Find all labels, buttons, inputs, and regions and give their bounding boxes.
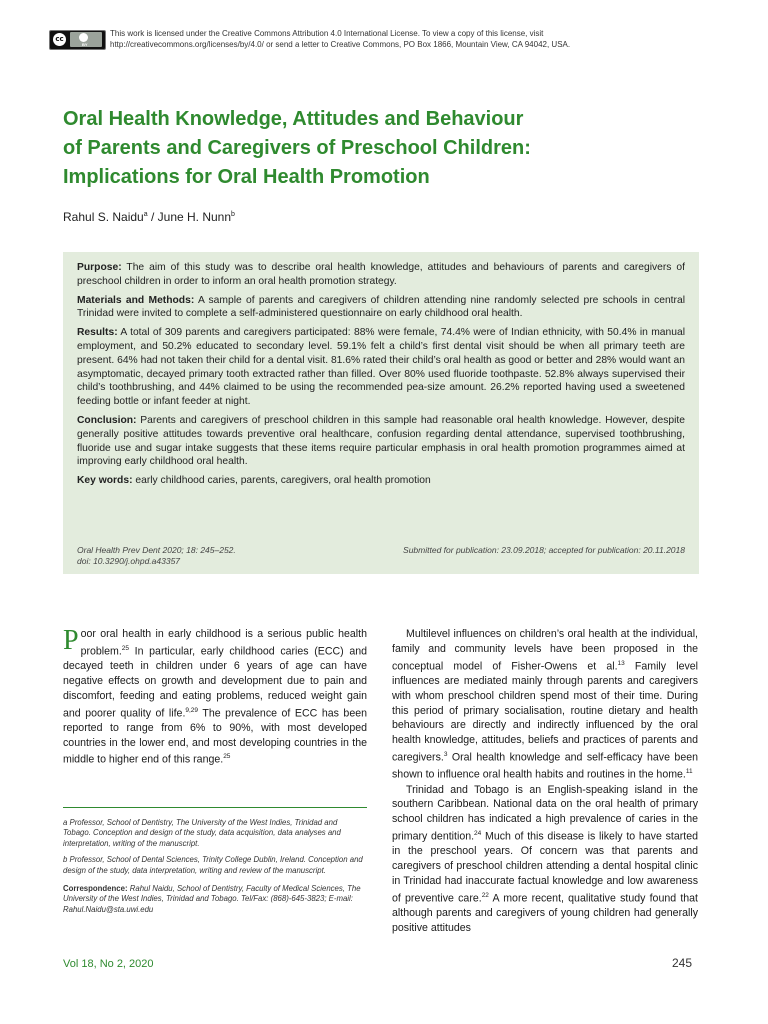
author-1-name: Rahul S. Naidu (63, 210, 144, 224)
purpose-text: The aim of this study was to describe oral health knowledge, attitudes and behaviours of parents and caregivers of preschool children in order to inform an oral health promotion strategy. (77, 262, 685, 287)
journal-citation (77, 545, 236, 567)
abstract-box (63, 252, 699, 574)
person-icon (79, 33, 88, 42)
article-title (63, 105, 683, 192)
body-column-left (63, 627, 367, 768)
para3-text-1: Trinidad and Tobago is an English-speaking island in the southern Caribbean. National data on the oral health of primary school children has indicated a high prevalence of caries in the primary dentition. (392, 783, 698, 843)
footnote-a: a Professor, School of Dentistry, The University of the West Indies, Trinidad and Tobago. Conception and design of the study, data acquisition, data analyses and interpretation, writing of the manuscript. (63, 818, 341, 848)
cc-icon: cc (53, 33, 66, 46)
methods-text: A sample of parents and caregivers of children attending nine randomly selected pre schools in central Trinidad were invited to complete a self-administered questionnaire on early childhood oral health. (77, 294, 685, 320)
keywords-label: Key words: (77, 475, 133, 487)
keywords-text: early childhood caries, parents, caregivers, oral health promotion (132, 475, 431, 487)
cc-by-license-badge (49, 30, 106, 50)
para2-text-1: Multilevel influences on children’s oral health at the individual, family and community levels have been proposed in the conceptual model of Fisher-Owens et al. (392, 628, 698, 673)
license-line-1: This work is licensed under the Creative Commons Attribution 4.0 International License. To view a copy of this license, visit (110, 29, 544, 38)
intro-text-2: In particular, early childhood caries (ECC) and decayed teeth in children under 6 years of age can have negative effects on growth and development due to pain and discomfort, feeding and eating problems, reduced weight gain and poorer quality of life. (63, 645, 367, 720)
abstract-purpose (77, 261, 685, 289)
footnotes (63, 818, 367, 915)
methods-label: Materials and Methods: (77, 294, 195, 306)
by-label: BY (82, 42, 88, 47)
results-text: A total of 309 parents and caregivers participated: 88% were female, 74.4% were of Indian ethnicity, with 50.4% in manual employment, and 50.2% educated to secondary level. 59.1% felt a child’s first dental visit should be when all primary teeth are present. 64% had not taken their child for a dental visit. 81.6% rated their child’s oral health as good or better and 28% would want an asymptomatic, decayed primary tooth extracted rather than filled. Over 80% used fluoride toothpaste. 52.8% always supervised their child’s toothbrushing, and 44% claimed to be using the recommended pea-size amount. 26.2% reported having used a sweetened feeding bottle or infant feeder at night. (77, 327, 685, 408)
citation-ref: 25 (223, 753, 231, 761)
intro-text-3: The prevalence of ECC has been reported to range from 6% to 90%, with most developed countries in the lower end, and most developing countries in the middle to higher end of this range. (63, 707, 367, 766)
citation-ref: 11 (685, 768, 693, 776)
correspondence (63, 884, 367, 915)
license-notice (110, 28, 670, 50)
by-icon (70, 32, 102, 47)
para3-text-2: Much of this disease is likely to have started in the preschool years. Of concern was that parents and caregivers of preschool children attending a dental hospital clinic in Trinidad had inaccurate factual knowledge and low awareness of preventive care. (392, 830, 698, 905)
citation-ref: 13 (617, 659, 625, 667)
drop-cap: P (63, 625, 79, 656)
page-number: 245 (672, 956, 693, 970)
author-1-affiliation-mark: a (143, 211, 148, 218)
title-line-3: Implications for Oral Health Promotion (63, 166, 430, 188)
para2-text-3: Oral health knowledge and self-efficacy have been shown to influence oral health habits and routines in the home. (392, 751, 698, 781)
author-separator: / (147, 210, 158, 224)
citation-ref: 25 (121, 644, 130, 652)
footnote-b: b Professor, School of Dental Sciences, Trinity College Dublin, Ireland. Conception and design of the study, data interpretation, writing and review of the manuscript. (63, 855, 363, 875)
body-paragraph-2 (392, 627, 698, 783)
purpose-label: Purpose: (77, 262, 122, 273)
author-2-name: June H. Nunn (157, 210, 232, 224)
intro-text-1: oor oral health in early childhood is a serious public health problem. (80, 628, 367, 658)
citation-ref: 22 (481, 891, 489, 899)
abstract-keywords (77, 474, 685, 488)
title-line-1: Oral Health Knowledge, Attitudes and Behaviour (63, 108, 524, 130)
results-label: Results: (77, 327, 118, 339)
para2-text-2: Family level influences are mediated mainly through parents and caregivers with whom preschool children spend most of their time. During this period of primary socialisation, routine dietary and health behaviours are directly and indirectly influenced by the oral health knowledge, attitudes, beliefs and practices of parents and caregivers. (392, 660, 698, 764)
intro-paragraph-1 (63, 627, 367, 768)
author-2-affiliation-mark: b (231, 211, 235, 218)
volume-issue: Vol 18, No 2, 2020 (63, 958, 154, 970)
doi-line: doi: 10.3290/j.ohpd.a43357 (77, 556, 181, 566)
abstract-conclusion (77, 414, 685, 469)
conclusion-text: Parents and caregivers of preschool children in this sample had reasonable oral health knowledge. However, despite generally positive attitudes towards preventive oral healthcare, confusion regarding dental attendance, supervised toothbrushing, fluoride use and sugar intake suggests that these items require particular emphasis in oral health promotion programmes aimed at improving early childhood oral health. (77, 414, 685, 468)
abstract-results (77, 326, 685, 409)
correspondence-text: Rahul Naidu, School of Dentistry, Faculty of Medical Sciences, The University of the West Indies, Trinidad and Tobago. Tel/Fax: (868)-645-3823; E-mail: Rahul.Naidu@sta.uwi.edu (63, 884, 361, 914)
submission-dates: Submitted for publication: 23.09.2018; accepted for publication: 20.11.2018 (403, 545, 685, 555)
author-list (63, 210, 235, 224)
license-line-2: http://creativecommons.org/licenses/by/4.0/ or send a letter to Creative Commons, PO Box 1866, Mountain View, CA 94042, USA. (110, 40, 571, 49)
title-line-2: of Parents and Caregivers of Preschool Children: (63, 137, 531, 159)
citation-ref: 3 (443, 750, 448, 758)
citation-ref: 24 (474, 829, 482, 837)
citation-ref: 9,29 (185, 706, 199, 714)
conclusion-label: Conclusion: (77, 414, 137, 426)
correspondence-label: Correspondence: (63, 884, 128, 894)
abstract-methods (77, 294, 685, 322)
footnote-divider (63, 807, 367, 808)
citation-line: Oral Health Prev Dent 2020; 18: 245–252. (77, 545, 236, 555)
body-column-right (392, 627, 698, 936)
para3-text-3: A more recent, qualitative study found that although parents and caregivers of young children had generally positive attitudes (392, 892, 698, 934)
body-paragraph-3 (392, 783, 698, 936)
